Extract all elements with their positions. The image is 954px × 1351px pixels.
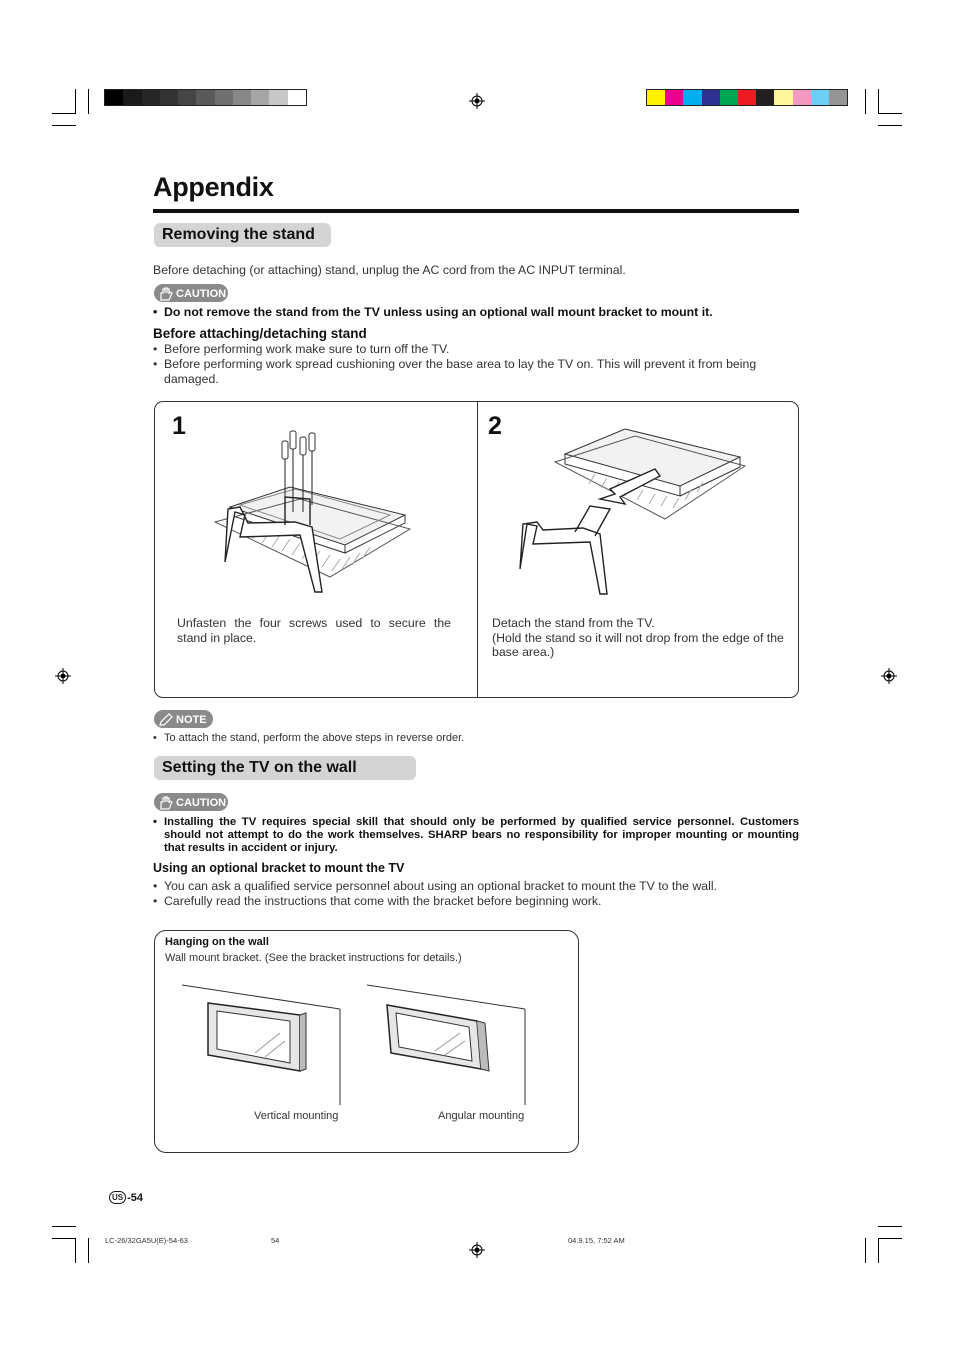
vertical-mounting-illustration	[180, 983, 350, 1108]
steps-divider	[477, 402, 478, 697]
caution-badge	[154, 284, 228, 302]
note-text: • To attach the stand, perform the above steps in reverse order.	[153, 731, 799, 746]
steps-box	[154, 401, 799, 698]
step-caption: Detach the stand from the TV. (Hold the stand so it will not drop from the edge of the base area.)	[492, 616, 784, 659]
gray-swatch	[142, 90, 160, 105]
note-badge	[154, 710, 213, 728]
color-swatch	[647, 90, 665, 105]
footer-timestamp: 04.9.15, 7:52 AM	[568, 1236, 625, 1245]
color-swatch	[665, 90, 683, 105]
hanging-desc: Wall mount bracket. (See the bracket instructions for details.)	[165, 952, 462, 964]
angular-mounting-label: Angular mounting	[438, 1110, 525, 1122]
hand-icon	[158, 796, 174, 810]
step-number: 1	[172, 412, 186, 440]
registration-mark-icon	[881, 668, 897, 684]
hand-icon	[158, 287, 174, 301]
caution-text: • Installing the TV requires special skill that should only be performed by qualified service personnel. Customers should not attempt to do the work themselves. SHARP bears no responsibility for improper mounting or mounting that results in accident or injury.	[153, 816, 799, 855]
caution-badge	[154, 793, 228, 811]
hanging-box	[154, 930, 579, 1153]
color-swatch	[756, 90, 774, 105]
registration-mark-icon	[469, 1242, 485, 1258]
color-swatch	[683, 90, 701, 105]
caution-label: CAUTION	[176, 288, 227, 300]
footer-page: 54	[271, 1236, 280, 1245]
subheading-optional-bracket: Using an optional bracket to mount the TV	[153, 861, 405, 875]
grayscale-bar	[104, 89, 307, 106]
caution-label: CAUTION	[176, 797, 227, 809]
gray-swatch	[160, 90, 178, 105]
page-title: Appendix	[153, 172, 274, 202]
color-swatch	[811, 90, 829, 105]
note-label: NOTE	[176, 714, 207, 726]
step-number: 2	[488, 412, 502, 440]
gray-swatch	[123, 90, 141, 105]
gray-swatch	[288, 90, 306, 105]
intro-text: Before detaching (or attaching) stand, unplug the AC cord from the AC INPUT terminal.	[153, 263, 626, 277]
list-item: • You can ask a qualified service personnel about using an optional bracket to mount the TV to the wall.	[153, 879, 799, 894]
subheading-before-attaching: Before attaching/detaching stand	[153, 326, 367, 341]
caution-text: • Do not remove the stand from the TV unless using an optional wall mount bracket to mount it.	[153, 305, 799, 320]
hanging-title: Hanging on the wall	[165, 936, 269, 948]
gray-swatch	[196, 90, 214, 105]
list-item: • Before performing work spread cushioning over the base area to lay the TV on. This will prevent it from being damaged.	[153, 357, 799, 386]
gray-swatch	[178, 90, 196, 105]
page-number-value: -54	[127, 1191, 144, 1204]
section-heading-removing-stand: Removing the stand	[154, 223, 331, 247]
step-caption: Unfasten the four screws used to secure the stand in place.	[177, 616, 451, 645]
color-swatch	[774, 90, 792, 105]
title-rule	[153, 209, 799, 213]
vertical-mounting-label: Vertical mounting	[254, 1110, 339, 1122]
pencil-icon	[158, 713, 174, 727]
page-number	[109, 1191, 143, 1204]
registration-mark-icon	[55, 668, 71, 684]
color-swatch	[720, 90, 738, 105]
unfasten-screws-illustration	[200, 427, 415, 602]
color-swatch	[829, 90, 847, 105]
gray-swatch	[233, 90, 251, 105]
color-swatch	[738, 90, 756, 105]
color-swatch	[793, 90, 811, 105]
registration-mark-icon	[469, 93, 485, 109]
color-calibration-bar	[646, 89, 848, 106]
detach-stand-illustration	[515, 424, 750, 599]
gray-swatch	[251, 90, 269, 105]
gray-swatch	[269, 90, 287, 105]
gray-swatch	[215, 90, 233, 105]
list-item: • Carefully read the instructions that come with the bracket before beginning work.	[153, 894, 799, 909]
region-badge: US	[109, 1191, 126, 1204]
footer-file: LC-26/32GA5U(E)-54-63	[105, 1236, 188, 1245]
section-heading-wall-mount: Setting the TV on the wall	[154, 756, 416, 780]
gray-swatch	[105, 90, 123, 105]
angular-mounting-illustration	[365, 983, 535, 1108]
color-swatch	[702, 90, 720, 105]
list-item: • Before performing work make sure to turn off the TV.	[153, 342, 799, 357]
